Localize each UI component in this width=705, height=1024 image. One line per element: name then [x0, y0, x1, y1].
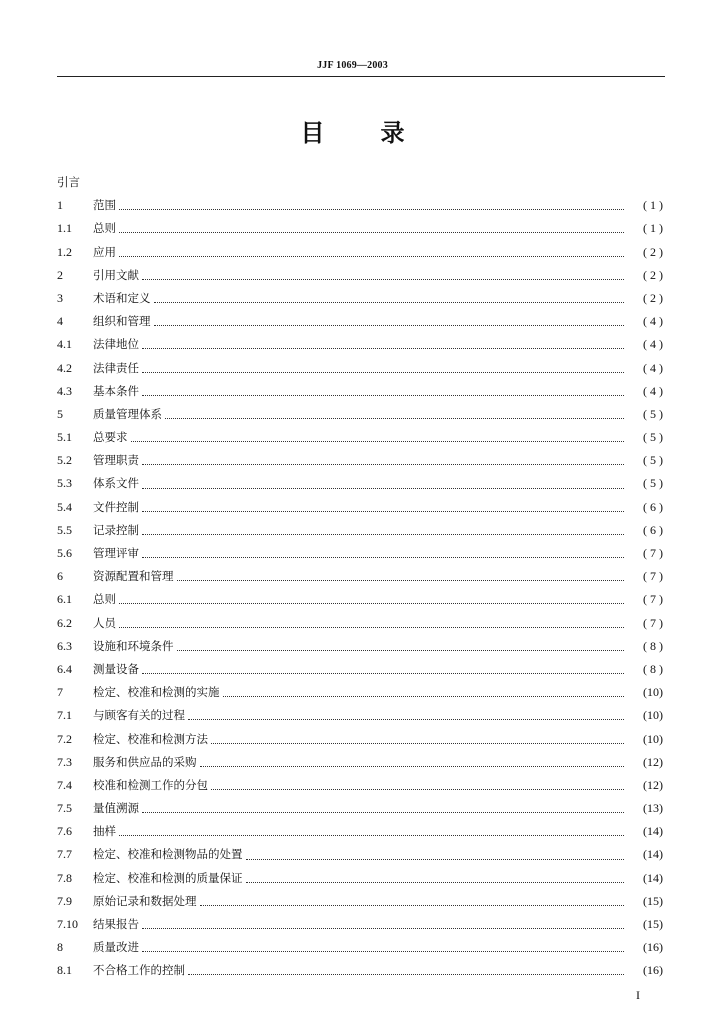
toc-entry-label: 抽样	[93, 824, 116, 839]
toc-entry-number: 5.1	[57, 430, 72, 445]
toc-dot-leader	[177, 580, 625, 581]
toc-entry-number: 7	[57, 685, 63, 700]
toc-entry-label: 术语和定义	[93, 290, 151, 305]
toc-dot-leader	[131, 441, 625, 442]
toc-entry-label: 量值溯源	[93, 801, 139, 816]
page-number: I	[636, 988, 640, 1002]
title-char-2: 录	[380, 119, 405, 147]
toc-entry[interactable]	[57, 380, 663, 403]
toc-entry-number: 7.6	[57, 824, 72, 839]
toc-entry-label: 基本条件	[93, 383, 139, 398]
toc-dot-leader	[246, 859, 625, 860]
toc-entry-number: 7.9	[57, 893, 72, 908]
toc-entry-page: ( 4 )	[643, 314, 663, 329]
toc-entry[interactable]	[57, 472, 663, 495]
toc-entry	[57, 171, 663, 194]
toc-entry-page: (14)	[643, 824, 663, 839]
toc-entry-label: 法律责任	[93, 360, 139, 375]
toc-entry-number: 1.2	[57, 244, 72, 259]
toc-entry-label: 范围	[93, 198, 116, 213]
toc-entry-page: (16)	[643, 940, 663, 955]
toc-entry-number: 6.1	[57, 592, 72, 607]
toc-entry[interactable]	[57, 728, 663, 751]
toc-dot-leader	[223, 696, 625, 697]
toc-entry[interactable]	[57, 774, 663, 797]
toc-entry-label: 原始记录和数据处理	[93, 893, 197, 908]
toc-entry-label: 设施和环境条件	[93, 638, 174, 653]
toc-entry-number: 5.6	[57, 546, 72, 560]
toc-entry-number: 7.7	[57, 847, 72, 862]
toc-entry-label: 总要求	[93, 430, 128, 445]
toc-dot-leader	[188, 974, 624, 975]
toc-entry[interactable]	[57, 588, 663, 611]
toc-entry-number: 5.2	[57, 453, 72, 468]
toc-entry-page: ( 7 )	[643, 546, 663, 560]
toc-entry-page: ( 4 )	[643, 360, 663, 375]
toc-entry-label: 应用	[93, 244, 116, 259]
toc-entry-label: 检定、校准和检测物品的处置	[93, 847, 243, 862]
toc-entry-label: 服务和供应品的采购	[93, 754, 197, 769]
toc-entry-label: 不合格工作的控制	[93, 963, 185, 978]
toc-dot-leader	[142, 464, 624, 465]
toc-entry[interactable]	[57, 241, 663, 264]
toc-dot-leader	[142, 812, 624, 813]
toc-entry-page: ( 6 )	[643, 499, 663, 514]
toc-entry-number: 8.1	[57, 963, 72, 978]
page-title	[0, 113, 705, 148]
toc-entry-number: 7.8	[57, 870, 72, 885]
toc-entry[interactable]	[57, 333, 663, 356]
toc-entry-page: ( 8 )	[643, 661, 663, 676]
toc-entry[interactable]	[57, 519, 663, 542]
toc-dot-leader	[211, 743, 624, 744]
toc-dot-leader	[177, 650, 625, 651]
toc-dot-leader	[142, 279, 624, 280]
toc-entry-number: 7.3	[57, 754, 72, 769]
toc-entry-label: 质量改进	[93, 940, 139, 955]
toc-entry[interactable]	[57, 194, 663, 217]
toc-entry-label: 结果报告	[93, 917, 139, 931]
toc-entry-label: 总则	[93, 221, 116, 236]
toc-dot-leader	[200, 766, 625, 767]
toc-dot-leader	[142, 673, 624, 674]
toc-entry-label: 校准和检测工作的分包	[93, 777, 208, 792]
title-char-1: 目	[300, 119, 325, 147]
toc-entry-page: (15)	[643, 917, 663, 931]
toc-entry[interactable]	[57, 217, 663, 240]
toc-entry-page: ( 8 )	[643, 638, 663, 653]
toc-entry-label: 人员	[93, 615, 116, 630]
toc-entry-number: 1	[57, 198, 63, 213]
toc-entry-page: (14)	[643, 847, 663, 862]
toc-dot-leader	[119, 209, 624, 210]
toc-entry-number: 7.5	[57, 801, 72, 816]
toc-entry-number: 4.3	[57, 383, 72, 398]
toc-entry-label: 检定、校准和检测的质量保证	[93, 870, 243, 885]
toc-entry-label: 总则	[93, 592, 116, 607]
toc-entry-label: 测量设备	[93, 661, 139, 676]
toc-entry[interactable]	[57, 287, 663, 310]
toc-entry[interactable]	[57, 913, 663, 936]
toc-dot-leader	[119, 232, 624, 233]
toc-entry-label: 检定、校准和检测方法	[93, 731, 208, 746]
toc-dot-leader	[142, 372, 624, 373]
toc-dot-leader	[142, 534, 624, 535]
toc-entry[interactable]	[57, 658, 663, 681]
toc-dot-leader	[211, 789, 624, 790]
toc-dot-leader	[154, 302, 625, 303]
toc-entry-page: ( 1 )	[643, 221, 663, 236]
toc-entry-number: 8	[57, 940, 63, 955]
toc-dot-leader	[142, 511, 624, 512]
toc-entry-page: ( 1 )	[643, 198, 663, 213]
toc-entry[interactable]	[57, 635, 663, 658]
toc-dot-leader	[200, 905, 625, 906]
toc-entry-page: (10)	[643, 708, 663, 723]
toc-entry-page: (12)	[643, 754, 663, 769]
toc-entry-label: 文件控制	[93, 499, 139, 514]
toc-entry-number: 2	[57, 267, 63, 282]
toc-entry[interactable]	[57, 310, 663, 333]
table-of-contents	[57, 171, 663, 983]
toc-dot-leader	[142, 928, 624, 929]
toc-entry[interactable]	[57, 820, 663, 843]
toc-entry-label: 体系文件	[93, 476, 139, 491]
toc-entry[interactable]	[57, 612, 663, 635]
toc-entry-number: 7.1	[57, 708, 72, 723]
toc-entry-number: 5.4	[57, 499, 72, 514]
toc-dot-leader	[142, 951, 624, 952]
toc-entry-page: ( 5 )	[643, 406, 663, 421]
toc-entry[interactable]	[57, 959, 663, 982]
toc-dot-leader	[246, 882, 625, 883]
toc-entry[interactable]	[57, 843, 663, 866]
toc-entry-page: ( 7 )	[643, 615, 663, 630]
toc-entry-label: 管理评审	[93, 546, 139, 560]
toc-dot-leader	[142, 395, 624, 396]
toc-dot-leader	[119, 627, 624, 628]
toc-entry-label: 引用文献	[93, 267, 139, 282]
toc-entry-number: 3	[57, 290, 63, 305]
toc-dot-leader	[119, 256, 624, 257]
toc-entry-number: 4.1	[57, 337, 72, 352]
toc-entry[interactable]	[57, 797, 663, 820]
toc-entry-number: 6	[57, 569, 63, 584]
toc-entry-number: 5.5	[57, 522, 72, 537]
toc-entry-page: (10)	[643, 685, 663, 700]
toc-entry-page: ( 2 )	[643, 267, 663, 282]
toc-entry-page: ( 2 )	[643, 290, 663, 305]
toc-entry[interactable]	[57, 681, 663, 704]
toc-entry-page: (12)	[643, 777, 663, 792]
toc-entry-page: ( 4 )	[643, 383, 663, 398]
toc-entry[interactable]	[57, 426, 663, 449]
toc-entry-number: 6.3	[57, 638, 72, 653]
toc-dot-leader	[154, 325, 625, 326]
toc-entry-page: ( 7 )	[643, 569, 663, 584]
toc-entry[interactable]	[57, 542, 663, 565]
toc-dot-leader	[119, 603, 624, 604]
toc-entry-page: ( 4 )	[643, 337, 663, 352]
toc-dot-leader	[119, 835, 624, 836]
toc-entry-page: ( 5 )	[643, 453, 663, 468]
toc-entry-label: 与顾客有关的过程	[93, 708, 185, 723]
toc-dot-leader	[142, 557, 624, 558]
toc-entry-label: 引言	[57, 175, 80, 189]
toc-entry-number: 4	[57, 314, 63, 329]
toc-entry-number: 6.2	[57, 615, 72, 630]
toc-dot-leader	[142, 488, 624, 489]
toc-entry-number: 5.3	[57, 476, 72, 491]
toc-entry[interactable]	[57, 890, 663, 913]
toc-entry-page: ( 6 )	[643, 522, 663, 537]
toc-entry[interactable]	[57, 264, 663, 287]
toc-entry-label: 管理职责	[93, 453, 139, 468]
toc-entry[interactable]	[57, 704, 663, 727]
toc-entry-number: 7.4	[57, 777, 72, 792]
toc-entry-number: 4.2	[57, 360, 72, 375]
toc-entry-number: 1.1	[57, 221, 72, 236]
toc-entry-number: 7.2	[57, 731, 72, 746]
toc-entry-page: ( 7 )	[643, 592, 663, 607]
toc-entry[interactable]	[57, 403, 663, 426]
toc-entry-page: ( 5 )	[643, 476, 663, 491]
toc-entry-page: (13)	[643, 801, 663, 816]
toc-dot-leader	[142, 348, 624, 349]
toc-entry[interactable]	[57, 357, 663, 380]
toc-entry-number: 6.4	[57, 661, 72, 676]
toc-entry-number: 7.10	[57, 917, 78, 931]
toc-entry-page: (14)	[643, 870, 663, 885]
toc-dot-leader	[165, 418, 624, 419]
toc-entry-page: (15)	[643, 893, 663, 908]
toc-entry-number: 5	[57, 406, 63, 421]
toc-entry-label: 资源配置和管理	[93, 569, 174, 584]
toc-entry[interactable]	[57, 449, 663, 472]
header-rule	[57, 76, 665, 77]
toc-entry-page: ( 2 )	[643, 244, 663, 259]
toc-entry-label: 记录控制	[93, 522, 139, 537]
toc-entry-label: 质量管理体系	[93, 406, 162, 421]
toc-entry[interactable]	[57, 751, 663, 774]
toc-entry-label: 法律地位	[93, 337, 139, 352]
toc-entry[interactable]	[57, 936, 663, 959]
toc-entry-label: 组织和管理	[93, 314, 151, 329]
toc-entry-page: (16)	[643, 963, 663, 978]
toc-dot-leader	[188, 719, 624, 720]
toc-entry-page: ( 5 )	[643, 430, 663, 445]
toc-entry[interactable]	[57, 867, 663, 890]
toc-entry[interactable]	[57, 565, 663, 588]
toc-entry[interactable]	[57, 496, 663, 519]
document-header: JJF 1069—2003	[317, 60, 388, 71]
toc-entry-page: (10)	[643, 731, 663, 746]
toc-entry-label: 检定、校准和检测的实施	[93, 685, 220, 700]
